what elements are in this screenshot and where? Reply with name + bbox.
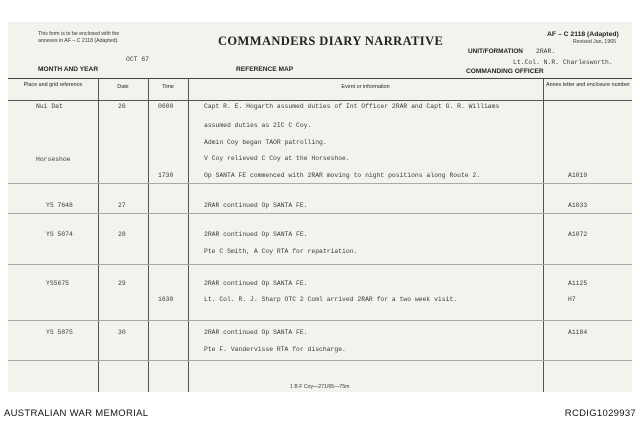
col-header-place: Place and grid reference	[23, 82, 83, 88]
entry-event: Lt. Col. R. J. Sharp OTC 2 Coml arrived 2RAR for a two week visit.	[204, 296, 458, 303]
row-separator	[8, 264, 632, 265]
row-separator	[8, 360, 632, 361]
entry-event: V Coy relieved C Coy at the Horseshoe.	[204, 155, 350, 162]
row-separator	[8, 183, 632, 184]
entry-event: 2RAR continued Op SANTA FE.	[204, 202, 308, 209]
entry-event: Admin Coy began TAOR patrolling.	[204, 139, 327, 146]
entry-annex: H7	[568, 296, 576, 303]
entry-event: Op SANTA FE commenced with 2RAR moving to night positions along Route 2.	[204, 172, 481, 179]
entry-date: 29	[118, 280, 126, 287]
entry-annex: A1033	[568, 202, 588, 209]
entry-annex: A1184	[568, 329, 588, 336]
entry-date: 27	[118, 202, 126, 209]
form-note-line-1: This form is to be enclosed with the	[38, 31, 120, 37]
row-separator	[8, 213, 632, 214]
entry-date: 30	[118, 329, 126, 336]
form-revised: Revised Jan, 1965	[573, 39, 616, 45]
entry-place: YS 5875	[46, 329, 73, 336]
entry-place: YS 7648	[46, 202, 73, 209]
unit-formation-label: UNIT/FORMATION	[468, 48, 523, 55]
entry-event: assumed duties as 2IC C Coy.	[204, 122, 312, 129]
col-divider-3	[188, 78, 189, 392]
diary-sheet	[8, 22, 632, 392]
col-header-event: Event or information	[341, 84, 390, 90]
entry-event: 2RAR continued Op SANTA FE.	[204, 329, 308, 336]
entry-time: 0600	[158, 103, 174, 110]
entry-place: Horseshoe	[36, 156, 71, 163]
col-divider-1	[98, 78, 99, 392]
row-separator	[8, 320, 632, 321]
col-header-time: Time	[162, 84, 174, 90]
commanding-officer-label: COMMANDING OFFICER	[466, 68, 544, 75]
footer-institution: AUSTRALIAN WAR MEMORIAL	[4, 408, 149, 419]
entry-event: Capt R. E. Hogarth assumed duties of Int Officer 2RAR and Capt G. R. Williams	[204, 103, 500, 110]
entry-event: Pte F. Vandervisse RTA for discharge.	[204, 346, 346, 353]
col-header-annex: Annex letter and enclosure number	[546, 82, 630, 88]
unit-formation-value: 2RAR.	[536, 48, 556, 55]
entry-date: 28	[118, 231, 126, 238]
col-divider-2	[148, 78, 149, 392]
form-code: AF – C 2118 (Adapted)	[547, 31, 619, 38]
entry-date: 26	[118, 103, 126, 110]
printer-mark: 1 B F Coy—271/65—75m	[290, 384, 350, 390]
entry-event: 2RAR continued Op SANTA FE.	[204, 231, 308, 238]
entry-annex: A1019	[568, 172, 588, 179]
month-year-label: MONTH AND YEAR	[38, 66, 99, 73]
form-note	[38, 31, 119, 44]
month-year-value: OCT 67	[126, 56, 150, 63]
col-header-date: Date	[117, 84, 129, 90]
entry-time: 1730	[158, 172, 174, 179]
entry-annex: A1125	[568, 280, 588, 287]
entry-annex: A1072	[568, 231, 588, 238]
form-note-line-2: annexes in AF – C 2118 (Adapted).	[38, 37, 119, 44]
header-bottom-rule	[8, 100, 632, 101]
table-top-rule	[8, 78, 632, 79]
entry-event: 2RAR continued Op SANTA FE.	[204, 280, 308, 287]
page-title: COMMANDERS DIARY NARRATIVE	[218, 34, 444, 48]
entry-event: Pte C Smith, A Coy RTA for repatriation.	[204, 248, 358, 255]
col-divider-4	[543, 78, 544, 392]
entry-place: YS 5074	[46, 231, 73, 238]
entry-place: YS5675	[46, 280, 70, 287]
footer-record-id: RCDIG1029937	[564, 408, 636, 419]
commanding-officer-value: Lt.Col. N.R. Charlesworth.	[513, 59, 613, 66]
entry-time: 1630	[158, 296, 174, 303]
entry-place: Nui Dat	[36, 103, 63, 110]
reference-map-label: REFERENCE MAP	[236, 66, 294, 73]
